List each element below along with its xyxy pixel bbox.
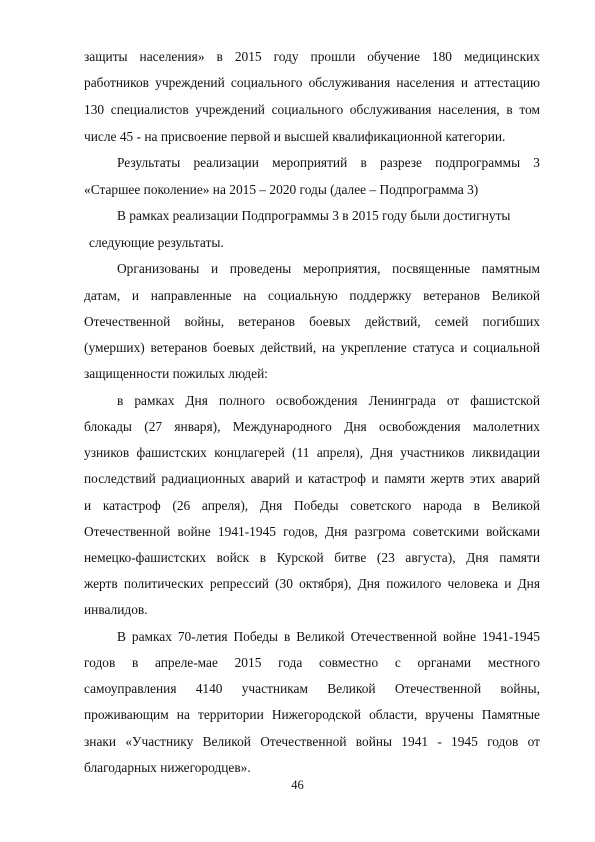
text-line-24: годов в апреле-мае 2015 года совместно с органами местного [84, 655, 540, 670]
text-line-10: датам, и направленные на социальную поддержку ветеранов Великой [84, 288, 540, 303]
text-line-17: последствий радиационных аварий и катастроф и памяти жертв этих аварий [84, 471, 540, 486]
text-line-6: «Старшее поколение» на 2015 – 2020 годы (далее – Подпрограмма 3) [84, 182, 479, 197]
text-line-22: инвалидов. [84, 602, 148, 617]
text-line-12: (умерших) ветеранов боевых действий, на укрепление статуса и социальной [84, 340, 540, 355]
text-line-13: защищенности пожилых людей: [84, 366, 268, 381]
text-line-7: В рамках реализации Подпрограммы 3 в 2015 году были достигнуты [117, 208, 511, 223]
text-line-15: блокады (27 января), Международного Дня освобождения малолетних [84, 419, 540, 434]
text-line-14: в рамках Дня полного освобождения Ленинграда от фашистской [117, 393, 540, 408]
text-line-20: немецко-фашистских войск в Курской битве (23 августа), Дня памяти [84, 550, 540, 565]
text-line-9: Организованы и проведены мероприятия, посвященные памятным [117, 261, 540, 276]
text-line-21: жертв политических репрессий (30 октября), Дня пожилого человека и Дня [84, 576, 540, 591]
text-line-11: Отечественной войны, ветеранов боевых действий, семей погибших [84, 314, 540, 329]
page-number: 46 [291, 778, 304, 792]
text-line-25: самоуправления 4140 участникам Великой Отечественной войны, [84, 681, 540, 696]
text-line-8: следующие результаты. [89, 235, 224, 250]
text-line-26: проживающим на территории Нижегородской области, вручены Памятные [84, 707, 540, 722]
text-line-23: В рамках 70-летия Победы в Великой Отечественной войне 1941-1945 [117, 629, 540, 644]
text-line-5: Результаты реализации мероприятий в разрезе подпрограммы 3 [117, 155, 540, 170]
text-line-27: знаки «Участнику Великой Отечественной войны 1941 - 1945 годов от [84, 734, 540, 749]
text-line-2: работников учреждений социального обслуживания населения и аттестацию [84, 75, 540, 90]
text-line-1: защиты населения» в 2015 году прошли обучение 180 медицинских [84, 49, 540, 64]
text-line-18: и катастроф (26 апреля), Дня Победы советского народа в Великой [84, 498, 540, 513]
text-line-16: узников фашистских концлагерей (11 апреля), Дня участников ликвидации [84, 445, 540, 460]
text-line-19: Отечественной войне 1941-1945 годов, Дня разгрома советскими войсками [84, 524, 540, 539]
text-line-28: благодарных нижегородцев». [84, 760, 251, 775]
text-line-4: числе 45 - на присвоение первой и высшей квалификационной категории. [84, 129, 506, 144]
text-line-3: 130 специалистов учреждений социального обслуживания населения, в том [84, 102, 540, 117]
